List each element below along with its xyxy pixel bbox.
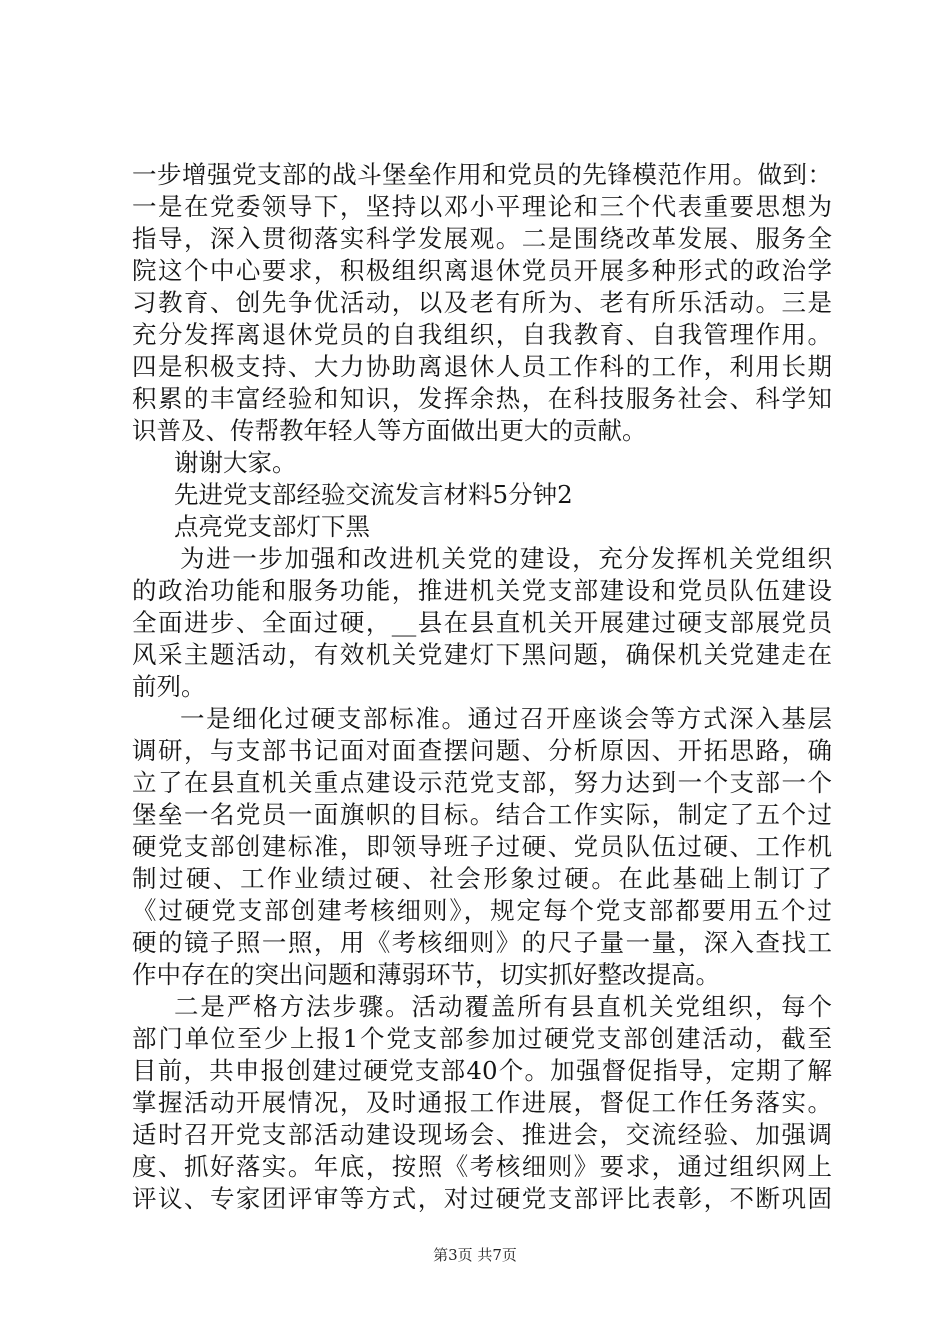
text-line: 一是细化过硬支部标准。通过召开座谈会等方式深入基层 bbox=[180, 704, 832, 733]
text-line: 指导，深入贯彻落实科学发展观。二是围绕改革发展、服务全 bbox=[132, 224, 832, 253]
text-line: 积累的丰富经验和知识，发挥余热，在科技服务社会、科学知 bbox=[132, 384, 832, 413]
page-footer: 第3页 共7页 bbox=[433, 1246, 517, 1264]
document-body bbox=[132, 159, 832, 1215]
text-line: 前列。 bbox=[132, 672, 206, 701]
text-line: 全面进步、全面过硬，__县在县直机关开展建过硬支部展党员 bbox=[132, 608, 832, 637]
text-line: 《过硬党支部创建考核细则》，规定每个党支部都要用五个过 bbox=[132, 896, 832, 925]
text-line: 调研，与支部书记面对面查摆问题、分析原因、开拓思路，确 bbox=[132, 736, 832, 765]
text-line: 立了在县直机关重点建设示范党支部，努力达到一个支部一个 bbox=[132, 768, 832, 797]
text-line: 制过硬、工作业绩过硬、社会形象过硬。在此基础上制订了 bbox=[132, 864, 832, 893]
text-line: 目前，共申报创建过硬党支部40个。加强督促指导，定期了解 bbox=[132, 1056, 832, 1085]
text-line: 谢谢大家。 bbox=[174, 448, 297, 477]
text-line: 堡垒一名党员一面旗帜的目标。结合工作实际，制定了五个过 bbox=[132, 800, 832, 829]
text-line: 硬的镜子照一照，用《考核细则》的尺子量一量，深入查找工 bbox=[132, 928, 832, 957]
text-line: 二是严格方法步骤。活动覆盖所有县直机关党组织，每个 bbox=[174, 992, 832, 1021]
text-line: 掌握活动开展情况，及时通报工作进展，督促工作任务落实。 bbox=[132, 1088, 832, 1117]
text-line: 院这个中心要求，积极组织离退休党员开展多种形式的政治学 bbox=[132, 256, 832, 285]
text-line: 部门单位至少上报1个党支部参加过硬党支部创建活动，截至 bbox=[132, 1024, 832, 1053]
text-line: 点亮党支部灯下黑 bbox=[174, 512, 370, 541]
text-line: 先进党支部经验交流发言材料5分钟2 bbox=[174, 480, 573, 509]
text-line: 一是在党委领导下，坚持以邓小平理论和三个代表重要思想为 bbox=[132, 192, 832, 221]
text-line: 充分发挥离退休党员的自我组织，自我教育、自我管理作用。 bbox=[132, 320, 832, 349]
text-line: 硬党支部创建标准，即领导班子过硬、党员队伍过硬、工作机 bbox=[132, 832, 832, 861]
text-line: 识普及、传帮教年轻人等方面做出更大的贡献。 bbox=[132, 416, 647, 445]
text-line: 为进一步加强和改进机关党的建设，充分发挥机关党组织 bbox=[180, 544, 832, 573]
text-line: 度、抓好落实。年底，按照《考核细则》要求，通过组织网上 bbox=[132, 1152, 832, 1181]
text-line: 习教育、创先争优活动，以及老有所为、老有所乐活动。三是 bbox=[132, 288, 832, 317]
text-line: 一步增强党支部的战斗堡垒作用和党员的先锋模范作用。做到： bbox=[132, 160, 832, 189]
text-line: 作中存在的突出问题和薄弱环节，切实抓好整改提高。 bbox=[132, 960, 720, 989]
text-line: 的政治功能和服务功能，推进机关党支部建设和党员队伍建设 bbox=[132, 576, 832, 605]
text-line: 适时召开党支部活动建设现场会、推进会，交流经验、加强调 bbox=[132, 1120, 832, 1149]
text-line: 风采主题活动，有效机关党建灯下黑问题，确保机关党建走在 bbox=[132, 640, 832, 669]
text-line: 评议、专家团评审等方式，对过硬党支部评比表彰，不断巩固 bbox=[132, 1184, 832, 1213]
text-line: 四是积极支持、大力协助离退休人员工作科的工作，利用长期 bbox=[132, 352, 832, 381]
